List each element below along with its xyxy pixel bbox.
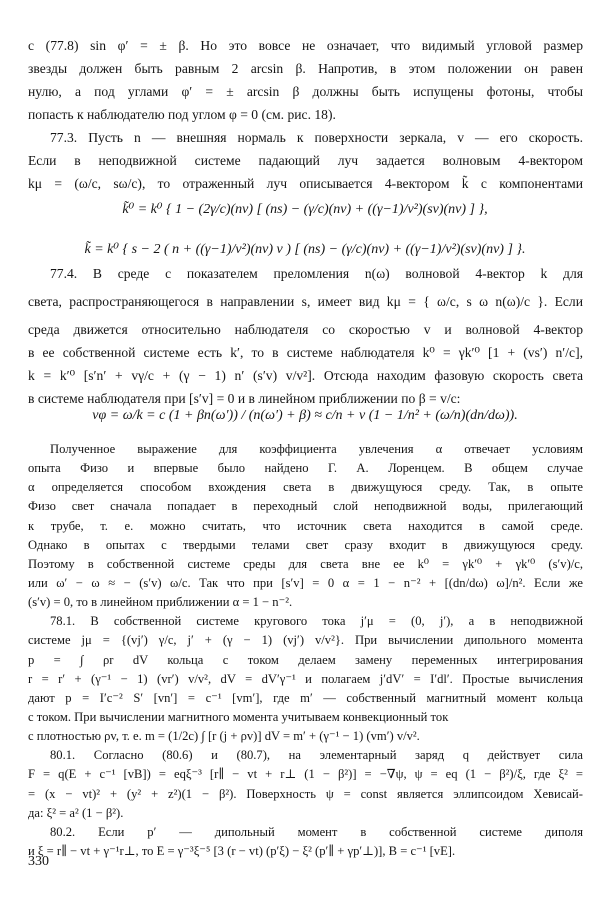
- text-line: Однако в опытах с твердыми телами свет сразу входит в движущуюся среду.: [28, 537, 583, 552]
- text-line: с плотностью ρv, т. е. m = (1/2c) ∫ [r (j + ρv)] dV = m′ + (γ⁻¹ − 1) (vm′) v/v².: [28, 729, 420, 744]
- section-77-3-heading-line: 77.3. Пусть n — внешняя нормаль к поверхности зеркала, v — его скорость.: [50, 130, 583, 145]
- text-line: (s′v) = 0, то в линейном приближении α = 1 − n⁻².: [28, 595, 293, 610]
- text-line: k = k′⁰ [s′n′ + vγ/c + (γ − 1) n′ (s′v) v/v²]. Отсюда находим фазовую скорость света: [28, 368, 583, 383]
- text-line: звезды должен быть равным 2 arcsin β. Напротив, в этом положении он равен: [28, 61, 583, 76]
- equation-phase-velocity: vφ = ω/k = c (1 + βn(ω′)) / (n(ω′) + β) ≈ c/n + v (1 − 1/n² + (ω/n)(dn/dω)).: [92, 408, 518, 423]
- page-number: 330: [28, 854, 49, 869]
- text-line: r = r′ + (γ⁻¹ − 1) (vr′) v/v², dV = dV′γ⁻¹ и полагаем j′dV′ = I′dl′. Простые вычисления: [28, 671, 583, 686]
- text-line: опыта Физо и впервые было найдено Г. А. Лоренцем. В общем случае: [28, 461, 583, 476]
- section-77-4-heading-line: 77.4. В среде с показателем преломления n(ω) волновой 4-вектор k для: [50, 266, 583, 281]
- text-line: Поэтому в собственной системе среды для света вне ее k⁰ = γk′⁰ + γk′⁰ (s′v)/c,: [28, 556, 583, 571]
- text-line: света, распространяющегося в направлении s, имеет вид kμ = { ω/c, s ω n(ω)/c }. Если: [28, 294, 583, 309]
- text-line: системе jμ = {(vj′) γ/c, j′ + (γ − 1) (vj′) v/v²}. При вычислении дипольного момента: [28, 633, 583, 648]
- section-heading-line: 78.1. В собственной системе кругового тока j′μ = (0, j′), а в неподвижной: [50, 614, 583, 629]
- text-line: нулю, а под углами φ′ = ± arcsin β должны быть испущены фотоны, чтобы: [28, 84, 583, 99]
- text-line: попасть к наблюдателю под углом φ = 0 (см. рис. 18).: [28, 107, 336, 122]
- text-line: среда движется относительно наблюдателя со скоростью v и волновой 4-вектор: [28, 322, 583, 337]
- section-heading-line: 80.1. Согласно (80.6) и (80.7), на элементарный заряд q действует сила: [50, 748, 583, 763]
- text-line: Если в неподвижной системе падающий луч задается волновым 4-вектором: [28, 153, 583, 168]
- text-line: Полученное выражение для коэффициента увлечения α отвечает условиям: [50, 442, 583, 456]
- text-line: p = ∫ ρr dV кольца с током делаем замену переменных интегрирования: [28, 652, 583, 667]
- text-line: да: ξ² = a² (1 − β²).: [28, 805, 124, 820]
- text-line: или ω′ − ω ≈ − (s′v) ω/c. Так что при [s′v] = 0 α = 1 − n⁻² + [(dn/dω) ω]/n². Если же: [28, 576, 583, 590]
- text-line: α определяется способом вхождения света в движущуюся среду. Так, в опыте: [28, 480, 583, 495]
- equation-k0-reflected: k̃⁰ = k⁰ { 1 − (2γ/c)(nv) [ (ns) − (γ/c)(nv) + ((γ−1)/v²)(sv)(nv) ] },: [122, 202, 488, 217]
- text-line: с током. При вычислении магнитного момента учитываем конвекционный ток: [28, 710, 449, 724]
- text-line: Физо свет сначала попадает в переходный слой неподвижной воды, прилегающий: [28, 499, 583, 514]
- equation-k-vector-reflected: k̃ = k⁰ { s − 2 ( n + ((γ−1)/v²)(nv) v ) [ (ns) − (γ/c)(nv) + ((γ−1)/v²)(sv)(nv) ] }.: [84, 242, 526, 257]
- text-line: в системе наблюдателя при [s′v] = 0 и в линейном приближении по β = v/c:: [28, 391, 461, 406]
- text-line: с (77.8) sin φ′ = ± β. Но это вовсе не означает, что видимый угловой размер: [28, 38, 583, 53]
- text-line: к трубе, т. е. можно считать, что источник света находится в самой среде.: [28, 518, 583, 533]
- text-line: kμ = (ω/c, sω/c), то отраженный луч описывается 4-вектором k̃ с компонентами: [28, 176, 583, 191]
- text-line: F = q(E + c⁻¹ [vB]) = eqξ⁻³ [r∥ − vt + r⊥ (1 − β²)] = −∇ψ, ψ = eq (1 − β²)/ξ, где ξ² =: [28, 767, 583, 782]
- text-line: в ее собственной системе есть k′, то в системе наблюдателя k⁰ = γk′⁰ [1 + (vs′) n′/c],: [28, 345, 583, 360]
- text-line: дают p = I′c⁻² S′ [vn′] = c⁻¹ [vm′], где m′ — собственный магнитный момент кольца: [28, 690, 583, 705]
- section-heading-line: 80.2. Если p′ — дипольный момент в собственной системе диполя: [50, 824, 583, 839]
- text-line: и ξ = r∥ − vt + γ⁻¹r⊥, то E = γ⁻³ξ⁻⁵ [3 (r − vt) (p′ξ) − ξ² (p′∥ + γp′⊥)], B = c⁻¹ [vE].: [28, 844, 456, 858]
- text-line: = (x − vt)² + (y² + z²)(1 − β²). Поверхность ψ = const является эллипсоидом Хевисай-: [28, 786, 583, 801]
